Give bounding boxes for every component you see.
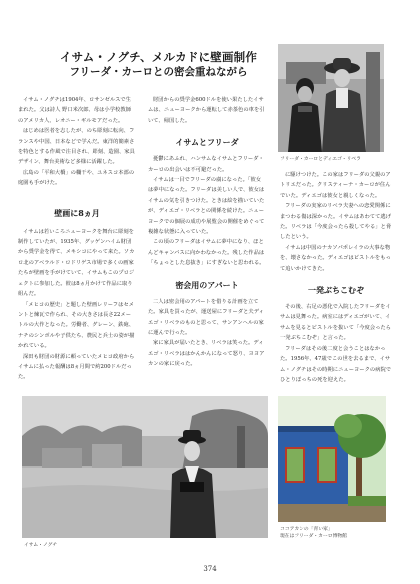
photo-isamu-noguchi [22,396,268,538]
col1-body-paragraph: 深田も財団の財源に頼っていたメヒコ政府からイサムに払った報酬は8ヵ月間で約200ドルだった。 [18,353,135,381]
heading-isamu-and-frida: イサムとフリーダ [175,137,239,148]
photo-blue-house [278,396,386,522]
photo-frida-diego-image [278,44,384,152]
caption-blue-house-1: ココアカンの「青い家」 [280,527,333,532]
col2-top-paragraph: 財団からの奨学金600ドルを使い果たしたイサムは、ニューヨークから運転して赤茶色の車を引いて、帰国した。 [148,97,265,124]
heading-mural: 壁画に8ヵ月 [54,207,100,218]
col2-body-paragraph: イサムは一目でフリーダの虜になった。「彼女は夢中になった。フリーダは美しい人で、彼女はイサムの気を引きつけた。ときは絵を描いていたが、ディエゴ・リベラとの関係を続けた。ニューヨークでの個展の成功や展覧会の開催をめぐって複雑な状態に入っていた。 [148,177,265,236]
heading-secret-apartment: 密会用のアパート [175,279,239,290]
article-title: イサム・ノグチ、メルカドに壁画制作 [59,50,258,64]
col2-body-paragraph: 憂鬱にあふれ、ハンサムなイサムとフリーダ・カーロの出会いは不可避だった。 [148,156,264,173]
photo-blue-house-image [278,396,386,522]
col3-top-paragraph: イサムは中国のナカソパポレイラの大事な物を、壊さなかった。ディエゴはピストルをもって追いかけてきた。 [280,244,391,272]
col1-body-paragraph: イサムは若いころニューヨークを舞台に彫刻を制作していたが、1935年、グッゲンハイム財団から奨学金を得て、メキシコにやって来た。ソカロ北のアベラルド・ロドリゲス市場で多くの画家たちが壁画を手がけていて、イサムもこのプロジェクトに参加した。彼は8ヵ月かけて作品に取り組んだ。 [18,228,135,298]
col1-intro-paragraph: はじめは医者を志したが、のち彫刻に転向、フランスや中国、日本などで学んだ。東洋的簡素さを特色とする作風で注目され、彫刻、造園、家具デザイン、舞台美術など多様に活躍した。 [18,128,135,166]
caption-frida-diego: フリーダ・カーロとディエゴ・リベラ [280,157,361,162]
text-column-3 [280,170,392,391]
page-number: 374 [203,565,217,573]
caption-isamu-noguchi: イサム・ノグチ [24,543,58,548]
col1-intro-paragraph: 広島の「平和大橋」の欄干や、ユネスコ本部の庭園も手がけた。 [18,169,135,187]
photo-frida-diego [278,44,384,152]
caption-blue-house-2: 現在はフリーダ・カーロ博物館 [280,534,347,539]
col1-body-paragraph: 「メヒコの歴史」と題した壁画レリーフはセメントと煉瓦で作られ、その大きさは長さ22メートルの大作となった。労働者、グレーン、鉄砲、ナチのシンボルや子供たち、農民と兵士の姿が描かれている。 [18,301,135,350]
col2-body-paragraph: 二人は密会用のアパートを借りる計画を立てた。家具を買ったが、運送屋にフリーダと夫ディエゴ・リベラのものと思って、サンアンヘルの家に運んで行った。 [148,298,264,336]
article-headline [46,50,271,80]
col3-top-paragraph: フリーダの実家のリベラ夫妻への恋愛関係にまつわる傷は深かった。イサムはあわてて逃げた。リベラは「今度会ったら殺してやる」と脅したという。 [280,203,392,241]
col1-intro-paragraph: イサム・ノグチは1904年、ロサンゼルスで生まれた。父は詩人 野口米次郎、母は小学校教師のアメリカ人、レオニー・ギルモアだった。 [18,97,131,124]
photo-isamu-noguchi-image [22,396,268,538]
col2-body-paragraph: この頃のフリーダはイサムに夢中になり、ほとんどキャンバスに向かわなかった。残した作品は「ちょっとした息抜き」にすぎないと思われる。 [148,239,265,267]
col3-top-paragraph: に駆けつけた。この家はフリーダの父親のアトリエだった。クリスティーナ・カーロが住んでいた。ディエゴは彼女と親しくなった。 [280,172,391,199]
article-subtitle: フリーダ・カーロとの密会重ねながら [69,66,248,78]
heading-shoot-threat: 一発ぶちこむぞ [308,285,364,296]
col3-body-paragraph: その後、右足の悪化で入院したフリーダをイサムは見舞った。病室にはディエゴがいて、イサムを見るとピストルを抜いて「今度会ったら一発ぶちこむぞ」と言った。 [280,304,391,342]
col3-body-paragraph: フリーダはその後二度と会うことはなかった。1956年、47歳でこの世を去るまで、イサム・ノグチはその時期にニューヨークの病院でひとりぼっちの死を迎えた。 [280,345,392,383]
col2-body-paragraph: 家に家具が届いたとき、リベラは笑った。ディエゴ・リベラははかんかんになって怒り、ヨヨアカンの家に戻った。 [148,340,265,368]
text-column-1 [18,95,136,391]
text-column-2 [148,95,266,391]
